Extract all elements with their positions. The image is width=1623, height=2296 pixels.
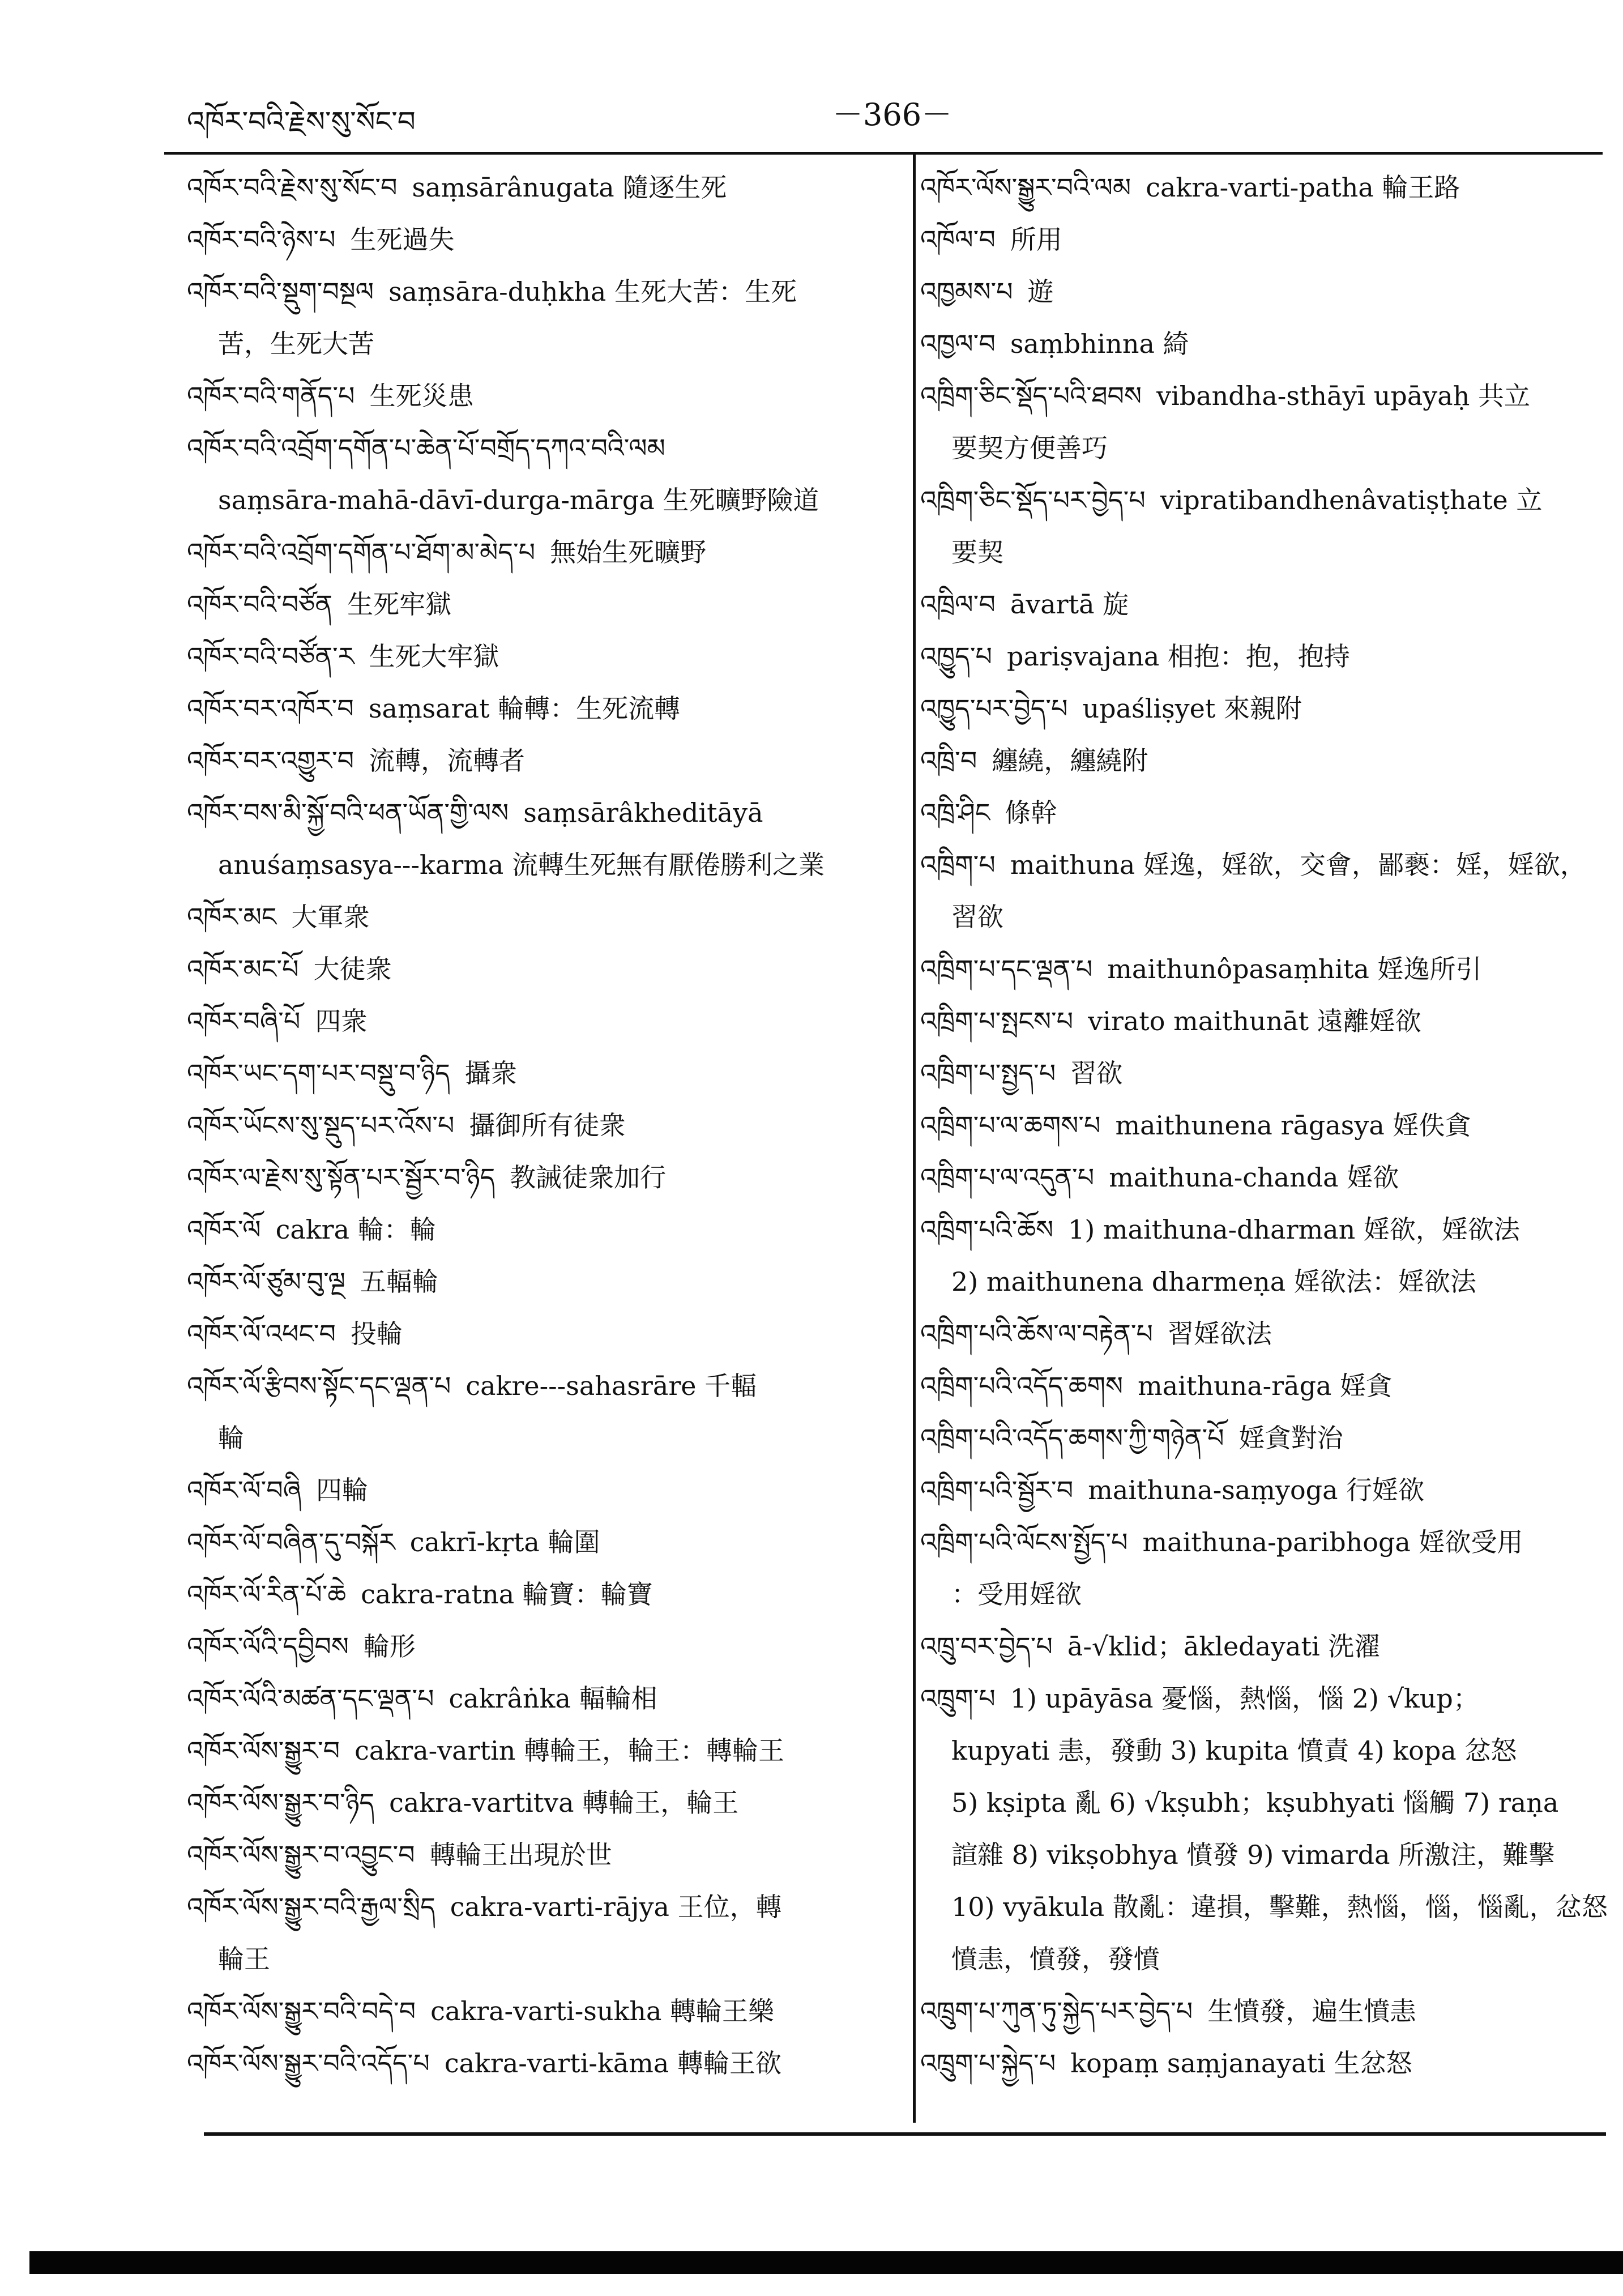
dictionary-entry	[920, 318, 1611, 370]
entry-headword: འཁོར་བར་འཁོར་བ	[187, 693, 354, 724]
entry-headword: འཁོར་ལོ་བཞིན་དུ་བསྐོར	[187, 1527, 395, 1557]
scan-edge-band	[29, 2251, 1623, 2274]
entry-headword: འཁྲིག་པ	[920, 850, 996, 880]
entry-headword: འཁོར་ལོ་རིན་པོ་ཆེ	[187, 1579, 347, 1610]
entry-gloss: cakra-varti-patha 輪王路	[1146, 172, 1460, 203]
entry-gloss: 攝衆	[464, 1058, 517, 1089]
dictionary-entry	[187, 2037, 900, 2089]
entry-headword: འཁྲིག་ཅིང་སྡོད་པའི་ཐབས	[920, 381, 1142, 411]
entry-gloss: pariṣvajana 相抱：抱，抱持	[1006, 641, 1350, 672]
dictionary-entry	[920, 1308, 1611, 1360]
entry-gloss: 習欲	[951, 902, 1003, 932]
dictionary-entry	[920, 1985, 1611, 2037]
entry-gloss: 投輪	[351, 1318, 403, 1349]
entry-headword: འཁོར་ལོས་སྒྱུར་བ་ཉིད	[187, 1787, 375, 1818]
entry-headword: འཁོར་ལོ་རྩིབས་སྟོང་དང་ལྡན་པ	[187, 1371, 451, 1401]
dictionary-entry	[187, 1308, 900, 1360]
dictionary-entry	[920, 1047, 1611, 1099]
entry-headword: འཁྲུ་བར་བྱེད་པ	[920, 1631, 1053, 1662]
dictionary-entry	[187, 1725, 900, 1777]
entry-headword: འཁྲུག་པ་སྐྱེད་པ	[920, 2048, 1056, 2079]
entry-headword: འཁོར་ལོའི་དབྱིབས	[187, 1631, 349, 1662]
entry-gloss: 無始生死曠野	[550, 537, 707, 567]
entry-headword: འཁོར་ལོས་སྒྱུར་བའི་བདེ་བ	[187, 1996, 416, 2026]
dictionary-entry	[920, 1620, 1611, 1672]
dictionary-entry	[920, 787, 1611, 839]
dictionary-entry	[920, 995, 1611, 1047]
entry-headword: འཁོར་བར་འགྱུར་བ	[187, 745, 355, 776]
entry-gloss: āvartā 旋	[1010, 589, 1129, 620]
entry-gloss: 四輪	[315, 1475, 368, 1505]
top-rule	[164, 152, 1603, 155]
entry-gloss: cakra-varti-rājya 王位，轉	[450, 1892, 782, 1922]
entry-gloss: 2) maithunena dharmeṇa 婬欲法：婬欲法	[951, 1266, 1476, 1297]
dictionary-entry	[920, 1412, 1611, 1464]
dictionary-entry-continuation	[187, 1933, 900, 1985]
entry-gloss: 1) maithuna-dharman 婬欲，婬欲法	[1068, 1214, 1520, 1245]
dictionary-entry	[920, 682, 1611, 735]
entry-gloss: 四衆	[315, 1006, 368, 1036]
entry-gloss: 輪王	[218, 1944, 270, 1974]
entry-gloss: 條幹	[1005, 797, 1057, 828]
entry-headword: འཁྲིག་པ་སྤངས་པ	[920, 1006, 1074, 1036]
dictionary-entry	[920, 214, 1611, 266]
entry-gloss: 大軍衆	[291, 902, 370, 932]
dictionary-entry	[920, 1464, 1611, 1516]
entry-headword: འཁོར་བའི་འབྲོག་དགོན་པ་ཆེན་པོ་བགྲོད་དཀའ་བའི་ལམ	[187, 433, 665, 463]
dictionary-entry	[187, 1829, 900, 1881]
dictionary-entry-continuation	[920, 1777, 1611, 1829]
dictionary-entry	[920, 474, 1611, 526]
entry-headword: འཁྲིག་པའི་འདོད་ཆགས་ཀྱི་གཉེན་པོ	[920, 1423, 1224, 1453]
dictionary-entry	[187, 370, 900, 422]
dictionary-entry	[920, 578, 1611, 630]
entry-gloss: cakra-vartitva 轉輪王，輪王	[389, 1787, 739, 1818]
entry-gloss: 生死大牢獄	[369, 641, 499, 672]
entry-gloss: 遊	[1027, 276, 1054, 307]
entry-headword: འཁོར་མང	[187, 902, 277, 932]
entry-headword: འཁོར་བཞི་པོ	[187, 1006, 301, 1036]
entry-gloss: vipratibandhenâvatiṣṭhate 立	[1160, 485, 1543, 515]
entry-gloss: maithunôpasaṃhita 婬逸所引	[1107, 954, 1482, 984]
dictionary-entry	[920, 1672, 1611, 1725]
dictionary-entry	[187, 526, 900, 578]
page-header	[187, 85, 1263, 136]
dictionary-entry	[920, 370, 1611, 422]
entry-gloss: maithuna-chanda 婬欲	[1109, 1162, 1399, 1193]
entry-headword: འཁོར་བའི་བཙོན་ར	[187, 641, 355, 672]
dictionary-entry	[920, 1099, 1611, 1151]
entry-headword: འཁྲིག་པ་ལ་ཆགས་པ	[920, 1110, 1101, 1141]
dictionary-entry-continuation	[920, 1933, 1611, 1985]
dictionary-entry-continuation	[920, 526, 1611, 578]
entry-gloss: 生死過失	[350, 224, 455, 255]
entry-headword: འཁོར་བའི་སྡུག་བསྔལ	[187, 276, 374, 307]
dictionary-entry	[187, 1256, 900, 1308]
dictionary-entry	[920, 161, 1611, 214]
dictionary-entry	[187, 214, 900, 266]
entry-gloss: vibandha-sthāyī upāyaḥ 共立	[1156, 381, 1530, 411]
entry-gloss: 憤恚，憤發，發憤	[951, 1944, 1160, 1974]
entry-gloss: saṃsāra-mahā-dāvī-durga-mārga 生死曠野險道	[218, 485, 819, 515]
dictionary-entry	[187, 266, 900, 318]
entry-headword: འཁྲིག་པ་དང་ལྡན་པ	[920, 954, 1093, 984]
dictionary-entry	[187, 1464, 900, 1516]
entry-headword: འཁོར་ལ་རྗེས་སུ་སྟོན་པར་སྦྱོར་བ་ཉིད	[187, 1162, 496, 1193]
dictionary-entry-continuation	[920, 891, 1611, 943]
dictionary-entry	[187, 1047, 900, 1099]
page-number: －366－	[832, 97, 953, 133]
entry-headword: འཁྲུག་པ་ཀུན་ཏུ་སྐྱེད་པར་བྱེད་པ	[920, 1996, 1193, 2026]
entry-gloss: cakra-ratna 輪寶：輪寶	[361, 1579, 653, 1610]
entry-gloss: 輪形	[363, 1631, 416, 1662]
entry-headword: འཁོར་ལོ་འཕང་བ	[187, 1318, 336, 1349]
dictionary-entry	[920, 1151, 1611, 1204]
entry-headword: འཁོར་ཡང་དག་པར་བསྡུ་བ་ཉིད	[187, 1058, 450, 1089]
entry-gloss: maithuna-paribhoga 婬欲受用	[1142, 1527, 1523, 1557]
entry-headword: འཁོར་བའི་ཉེས་པ	[187, 224, 336, 255]
entry-gloss: 大徒衆	[313, 954, 392, 984]
entry-headword: འཁྲིག་ཅིང་སྡོད་པར་བྱེད་པ	[920, 485, 1146, 515]
entry-gloss: kopaṃ saṃjanayati 生忿怒	[1070, 2048, 1412, 2079]
entry-headword: འཁོར་ལོས་སྒྱུར་བའི་ལམ	[920, 172, 1131, 203]
dictionary-entry	[187, 1516, 900, 1568]
entry-headword: འཁྱུད་པར་བྱེད་པ	[920, 693, 1068, 724]
dictionary-entry	[187, 630, 900, 682]
entry-gloss: upaśliṣyet 來親附	[1082, 693, 1302, 724]
dictionary-entry	[187, 995, 900, 1047]
entry-headword: འཁྲིག་པའི་ཆོས	[920, 1214, 1054, 1245]
dictionary-entry	[187, 787, 900, 839]
entry-gloss: 所用	[1010, 224, 1062, 255]
dictionary-entry	[187, 682, 900, 735]
dictionary-entry	[187, 943, 900, 995]
entry-headword: འཁོར་ཡོངས་སུ་སྡུད་པར་འོས་པ	[187, 1110, 455, 1141]
entry-gloss: cakra 輪：輪	[275, 1214, 436, 1245]
entry-gloss: 苦，生死大苦	[218, 328, 374, 359]
entry-headword: འཁོར་བའི་གནོད་པ	[187, 381, 355, 411]
entry-headword: འཁྲིག་པ་ལ་འདུན་པ	[920, 1162, 1095, 1193]
entry-gloss: 五輻輪	[360, 1266, 438, 1297]
dictionary-entry-continuation	[920, 1881, 1611, 1933]
entry-headword: འཁོར་ལོ་བཞི	[187, 1475, 301, 1505]
entry-gloss: 1) upāyāsa 憂惱，熱惱，惱 2) √kup；	[1010, 1683, 1479, 1714]
entry-headword: འཁོར་ལོས་སྒྱུར་བ	[187, 1735, 340, 1766]
dictionary-entry	[920, 630, 1611, 682]
entry-headword: འཁྲི་ཤིང	[920, 797, 990, 828]
entry-gloss: 婬貪對治	[1238, 1423, 1343, 1453]
entry-gloss: 5) kṣipta 亂 6) √kṣubh；kṣubhyati 惱觸 7) raṇa	[951, 1787, 1559, 1818]
dictionary-entry	[920, 2037, 1611, 2089]
entry-gloss: ：受用婬欲	[951, 1579, 1082, 1610]
entry-headword: འཁོར་ལོས་སྒྱུར་བའི་རྒྱལ་སྲིད	[187, 1892, 435, 1922]
entry-headword: འཁྱལ་བ	[920, 328, 996, 359]
entry-gloss: saṃsārâkheditāyā	[523, 797, 763, 828]
entry-headword: འཁོར་ལོ་ཙུམ་བུ་ལྔ	[187, 1266, 345, 1297]
entry-gloss: maithuna-saṃyoga 行婬欲	[1088, 1475, 1425, 1505]
entry-headword: འཁྲིལ་བ	[920, 589, 996, 620]
entry-gloss: saṃsārânugata 隨逐生死	[412, 172, 727, 203]
entry-headword: འཁོར་ལོའི་མཚན་དང་ལྡན་པ	[187, 1683, 434, 1714]
dictionary-entry	[187, 1672, 900, 1725]
entry-gloss: anuśaṃsasya---karma 流轉生死無有厭倦勝利之業	[218, 850, 825, 880]
entry-headword: འཁྲི་བ	[920, 745, 977, 776]
entry-gloss: cakrâṅka 輻輪相	[449, 1683, 657, 1714]
column-divider	[913, 152, 916, 2123]
entry-gloss: 要契方便善巧	[951, 433, 1108, 463]
entry-gloss: 諠雜 8) vikṣobhya 憤發 9) vimarda 所激注，難擊	[951, 1840, 1555, 1870]
entry-gloss: maithunena rāgasya 婬佚貪	[1115, 1110, 1471, 1141]
entry-gloss: cakra-vartin 轉輪王，輪王：轉輪王	[355, 1735, 785, 1766]
entry-gloss: 習婬欲法	[1168, 1318, 1272, 1349]
entry-gloss: cakre---sahasrāre 千輻	[465, 1371, 757, 1401]
entry-headword: འཁོར་བས་མི་སྐྱོ་བའི་ཕན་ཡོན་གྱི་ལས	[187, 797, 509, 828]
entry-gloss: 10) vyākula 散亂：違損，擊難，熱惱，惱，惱亂，忿怒	[951, 1892, 1608, 1922]
entry-gloss: 生死災患	[369, 381, 474, 411]
dictionary-entry-continuation	[187, 474, 900, 526]
dictionary-entry	[920, 266, 1611, 318]
entry-gloss: 攝御所有徒衆	[469, 1110, 626, 1141]
entry-headword: འཁོར་བའི་རྗེས་སུ་སོང་བ	[187, 172, 398, 203]
entry-gloss: 生死牢獄	[347, 589, 452, 620]
entry-gloss: maithuna-rāga 婬貪	[1138, 1371, 1393, 1401]
bottom-rule	[204, 2132, 1606, 2136]
entry-gloss: saṃsāra-duḥkha 生死大苦：生死	[388, 276, 797, 307]
entry-headword: འཁོར་ལོས་སྒྱུར་བའི་འདོད་པ	[187, 2048, 430, 2079]
dictionary-entry-continuation	[920, 422, 1611, 474]
dictionary-entry-continuation	[187, 1412, 900, 1464]
entry-gloss: cakra-varti-sukha 轉輪王樂	[430, 1996, 775, 2026]
entry-gloss: 轉輪王出現於世	[429, 1840, 612, 1870]
entry-gloss: cakrī-kṛta 輪圍	[409, 1527, 600, 1557]
dictionary-entry	[187, 1151, 900, 1204]
running-head: འཁོར་བའི་རྗེས་སུ་སོང་བ	[187, 105, 416, 138]
dictionary-entry	[920, 839, 1611, 891]
entry-headword: འཁོར་ལོས་སྒྱུར་བ་འབྱུང་བ	[187, 1840, 415, 1870]
dictionary-entry-continuation	[187, 839, 900, 891]
right-column	[920, 161, 1611, 2089]
dictionary-entry	[920, 943, 1611, 995]
dictionary-entry	[187, 1568, 900, 1620]
dictionary-entry-continuation	[187, 318, 900, 370]
entry-headword: འཁྲིག་པའི་ཆོས་ལ་བརྟེན་པ	[920, 1318, 1154, 1349]
entry-gloss: 流轉，流轉者	[369, 745, 526, 776]
entry-gloss: ā-√klid；ākledayati 洗濯	[1067, 1631, 1381, 1662]
dictionary-entry	[920, 735, 1611, 787]
entry-headword: འཁོར་མང་པོ	[187, 954, 299, 984]
dictionary-entry	[920, 1516, 1611, 1568]
entry-headword: འཁྲིག་པའི་འདོད་ཆགས	[920, 1371, 1124, 1401]
entry-gloss: 生憤發，遍生憤恚	[1207, 1996, 1416, 2026]
entry-headword: འཁྲུག་པ	[920, 1683, 996, 1714]
entry-headword: འཁོར་བའི་བཙོན	[187, 589, 333, 620]
entry-headword: འཁྲིག་པའི་སྦྱོར་བ	[920, 1475, 1074, 1505]
dictionary-entry	[187, 1620, 900, 1672]
entry-headword: འཁྱུད་པ	[920, 641, 992, 672]
entry-gloss: virato maithunāt 遠離婬欲	[1088, 1006, 1421, 1036]
entry-gloss: saṃbhinna 綺	[1010, 328, 1189, 359]
entry-headword: འཁོར་ལོ	[187, 1214, 261, 1245]
dictionary-entry-continuation	[920, 1256, 1611, 1308]
entry-headword: འཁྲིག་པ་སྤྱད་པ	[920, 1058, 1056, 1089]
dictionary-entry	[187, 1099, 900, 1151]
entry-gloss: 輪	[218, 1423, 244, 1453]
dictionary-entry	[187, 578, 900, 630]
entry-headword: འཁོལ་བ	[920, 224, 996, 255]
dictionary-entry	[187, 161, 900, 214]
entry-gloss: 教誡徒衆加行	[510, 1162, 667, 1193]
dictionary-entry	[187, 1204, 900, 1256]
entry-headword: འཁྱམས་པ	[920, 276, 1013, 307]
dictionary-entry	[187, 1881, 900, 1933]
entry-gloss: 纏繞，纏繞附	[992, 745, 1148, 776]
entry-gloss: kupyati 恚，發動 3) kupita 憤責 4) kopa 忿怒	[951, 1735, 1517, 1766]
entry-gloss: 要契	[951, 537, 1003, 567]
dictionary-entry	[187, 1360, 900, 1412]
dictionary-entry-continuation	[920, 1568, 1611, 1620]
dictionary-entry	[187, 1985, 900, 2037]
dictionary-entry	[187, 891, 900, 943]
dictionary-entry	[187, 422, 900, 474]
entry-gloss: cakra-varti-kāma 轉輪王欲	[444, 2048, 781, 2079]
entry-headword: འཁོར་བའི་འབྲོག་དགོན་པ་ཐོག་མ་མེད་པ	[187, 537, 536, 567]
dictionary-entry	[187, 1777, 900, 1829]
dictionary-entry	[920, 1204, 1611, 1256]
entry-gloss: maithuna 婬逸，婬欲，交會，鄙褻：婬，婬欲，	[1010, 850, 1586, 880]
dictionary-entry	[187, 735, 900, 787]
dictionary-entry	[920, 1360, 1611, 1412]
dictionary-entry-continuation	[920, 1829, 1611, 1881]
dictionary-entry-continuation	[920, 1725, 1611, 1777]
entry-headword: འཁྲིག་པའི་ལོངས་སྤྱོད་པ	[920, 1527, 1128, 1557]
entry-gloss: saṃsarat 輪轉：生死流轉	[368, 693, 681, 724]
entry-gloss: 習欲	[1070, 1058, 1123, 1089]
left-column	[187, 161, 900, 2089]
